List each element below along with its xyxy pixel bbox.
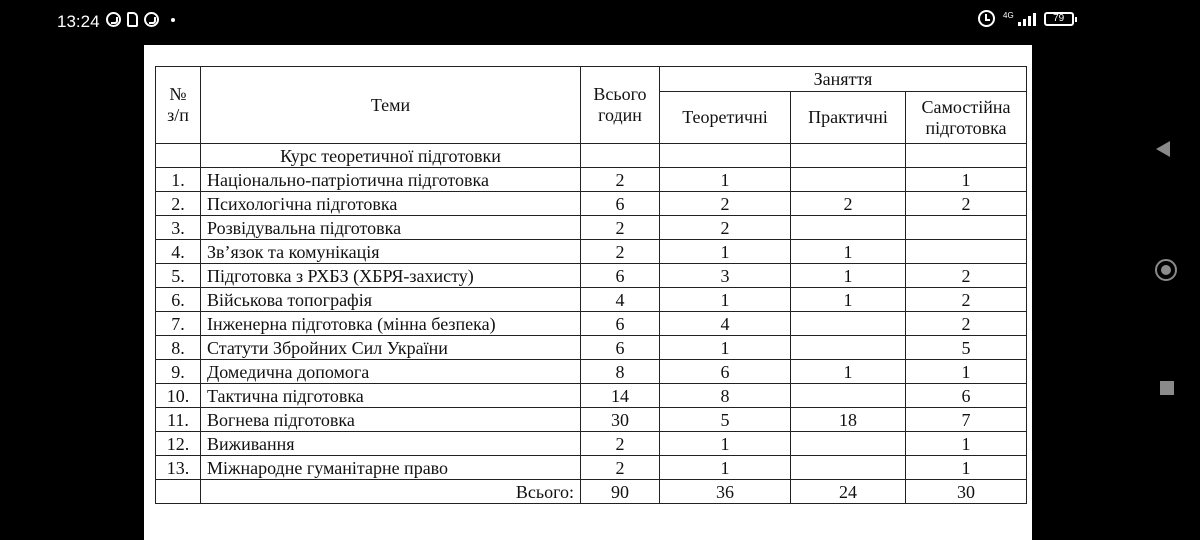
row-num: 4.	[156, 240, 201, 264]
table-row	[156, 168, 1027, 192]
row-self: 2	[906, 192, 1027, 216]
row-total: 2	[581, 168, 660, 192]
row-topic: Підготовка з РХБЗ (ХБРЯ-захисту)	[201, 264, 581, 288]
row-theory: 3	[660, 264, 791, 288]
row-theory: 5	[660, 408, 791, 432]
header-practice: Практичні	[791, 92, 906, 144]
header-total-hours: Всього годин	[581, 67, 660, 144]
row-self	[906, 216, 1027, 240]
header-topic: Теми	[201, 67, 581, 144]
signal-strength-icon	[1018, 11, 1036, 26]
row-topic: Виживання	[201, 432, 581, 456]
system-icons	[978, 10, 1074, 27]
curriculum-table	[155, 66, 1027, 504]
row-practice: 1	[791, 264, 906, 288]
more-notifications-dot-icon	[171, 18, 175, 22]
clock: 13:24	[57, 12, 100, 31]
recent-apps-icon[interactable]	[1160, 381, 1174, 395]
table-row	[156, 216, 1027, 240]
row-total: 6	[581, 336, 660, 360]
row-self: 1	[906, 456, 1027, 480]
table-row	[156, 432, 1027, 456]
header-self-study: Самостійна підготовка	[906, 92, 1027, 144]
totals-row	[156, 480, 1027, 504]
row-self: 5	[906, 336, 1027, 360]
row-num: 1.	[156, 168, 201, 192]
battery-icon	[1044, 12, 1074, 26]
row-self: 2	[906, 264, 1027, 288]
row-topic: Домедична допомога	[201, 360, 581, 384]
row-total: 2	[581, 240, 660, 264]
network-type: 4G	[1003, 11, 1014, 20]
row-num: 5.	[156, 264, 201, 288]
table-row	[156, 456, 1027, 480]
row-theory: 1	[660, 240, 791, 264]
row-topic: Національно-патріотична підготовка	[201, 168, 581, 192]
row-total: 14	[581, 384, 660, 408]
row-theory: 8	[660, 384, 791, 408]
row-theory: 6	[660, 360, 791, 384]
row-topic: Інженерна підготовка (мінна безпека)	[201, 312, 581, 336]
alarm-icon	[978, 10, 995, 27]
document-page[interactable]	[144, 45, 1032, 540]
row-self: 2	[906, 312, 1027, 336]
table-row	[156, 312, 1027, 336]
row-self: 6	[906, 384, 1027, 408]
row-theory: 2	[660, 192, 791, 216]
viber-icon	[106, 12, 121, 27]
row-practice	[791, 336, 906, 360]
navigation-bar	[1150, 0, 1190, 540]
viber-icon	[144, 12, 159, 27]
home-icon[interactable]	[1155, 259, 1177, 281]
table-row	[156, 192, 1027, 216]
table-row	[156, 264, 1027, 288]
row-num: 2.	[156, 192, 201, 216]
row-num: 10.	[156, 384, 201, 408]
row-topic: Розвідувальна підготовка	[201, 216, 581, 240]
row-total: 8	[581, 360, 660, 384]
row-num: 9.	[156, 360, 201, 384]
row-topic: Міжнародне гуманітарне право	[201, 456, 581, 480]
header-num: № з/п	[156, 67, 201, 144]
row-theory: 1	[660, 336, 791, 360]
row-practice	[791, 456, 906, 480]
row-topic: Військова топографія	[201, 288, 581, 312]
row-num: 6.	[156, 288, 201, 312]
row-self	[906, 240, 1027, 264]
row-theory: 1	[660, 168, 791, 192]
row-num: 13.	[156, 456, 201, 480]
row-practice	[791, 312, 906, 336]
totals-total: 90	[581, 480, 660, 504]
row-topic: Зв’язок та комунікація	[201, 240, 581, 264]
table-row	[156, 288, 1027, 312]
row-theory: 1	[660, 432, 791, 456]
row-total: 2	[581, 456, 660, 480]
row-total: 30	[581, 408, 660, 432]
row-topic: Тактична підготовка	[201, 384, 581, 408]
row-self: 1	[906, 432, 1027, 456]
table-row	[156, 240, 1027, 264]
row-practice: 2	[791, 192, 906, 216]
row-total: 6	[581, 264, 660, 288]
totals-self: 30	[906, 480, 1027, 504]
row-num: 8.	[156, 336, 201, 360]
row-theory: 1	[660, 288, 791, 312]
notification-icons	[106, 12, 175, 27]
table-row	[156, 360, 1027, 384]
row-total: 4	[581, 288, 660, 312]
back-icon[interactable]	[1156, 141, 1170, 157]
row-num: 12.	[156, 432, 201, 456]
totals-practice: 24	[791, 480, 906, 504]
row-topic: Вогнева підготовка	[201, 408, 581, 432]
row-self: 2	[906, 288, 1027, 312]
status-bar	[0, 0, 1200, 44]
row-topic: Статути Збройних Сил України	[201, 336, 581, 360]
row-self: 1	[906, 360, 1027, 384]
section-title: Курс теоретичної підготовки	[201, 144, 581, 168]
row-total: 2	[581, 216, 660, 240]
row-practice	[791, 216, 906, 240]
header-theory: Теоретичні	[660, 92, 791, 144]
row-practice	[791, 384, 906, 408]
battery-level: 79	[1053, 12, 1065, 24]
row-practice	[791, 432, 906, 456]
row-practice	[791, 168, 906, 192]
row-theory: 4	[660, 312, 791, 336]
row-num: 3.	[156, 216, 201, 240]
row-topic: Психологічна підготовка	[201, 192, 581, 216]
row-theory: 1	[660, 456, 791, 480]
row-practice: 18	[791, 408, 906, 432]
table-row	[156, 408, 1027, 432]
table-row	[156, 384, 1027, 408]
row-num: 7.	[156, 312, 201, 336]
totals-theory: 36	[660, 480, 791, 504]
totals-label: Всього:	[201, 480, 581, 504]
header-classes: Заняття	[660, 67, 1027, 92]
row-theory: 2	[660, 216, 791, 240]
sim-card-icon	[127, 12, 138, 27]
row-self: 1	[906, 168, 1027, 192]
row-total: 2	[581, 432, 660, 456]
row-practice: 1	[791, 360, 906, 384]
row-practice: 1	[791, 288, 906, 312]
row-total: 6	[581, 312, 660, 336]
row-num: 11.	[156, 408, 201, 432]
row-practice: 1	[791, 240, 906, 264]
row-total: 6	[581, 192, 660, 216]
row-self: 7	[906, 408, 1027, 432]
table-row	[156, 336, 1027, 360]
section-row	[156, 144, 1027, 168]
